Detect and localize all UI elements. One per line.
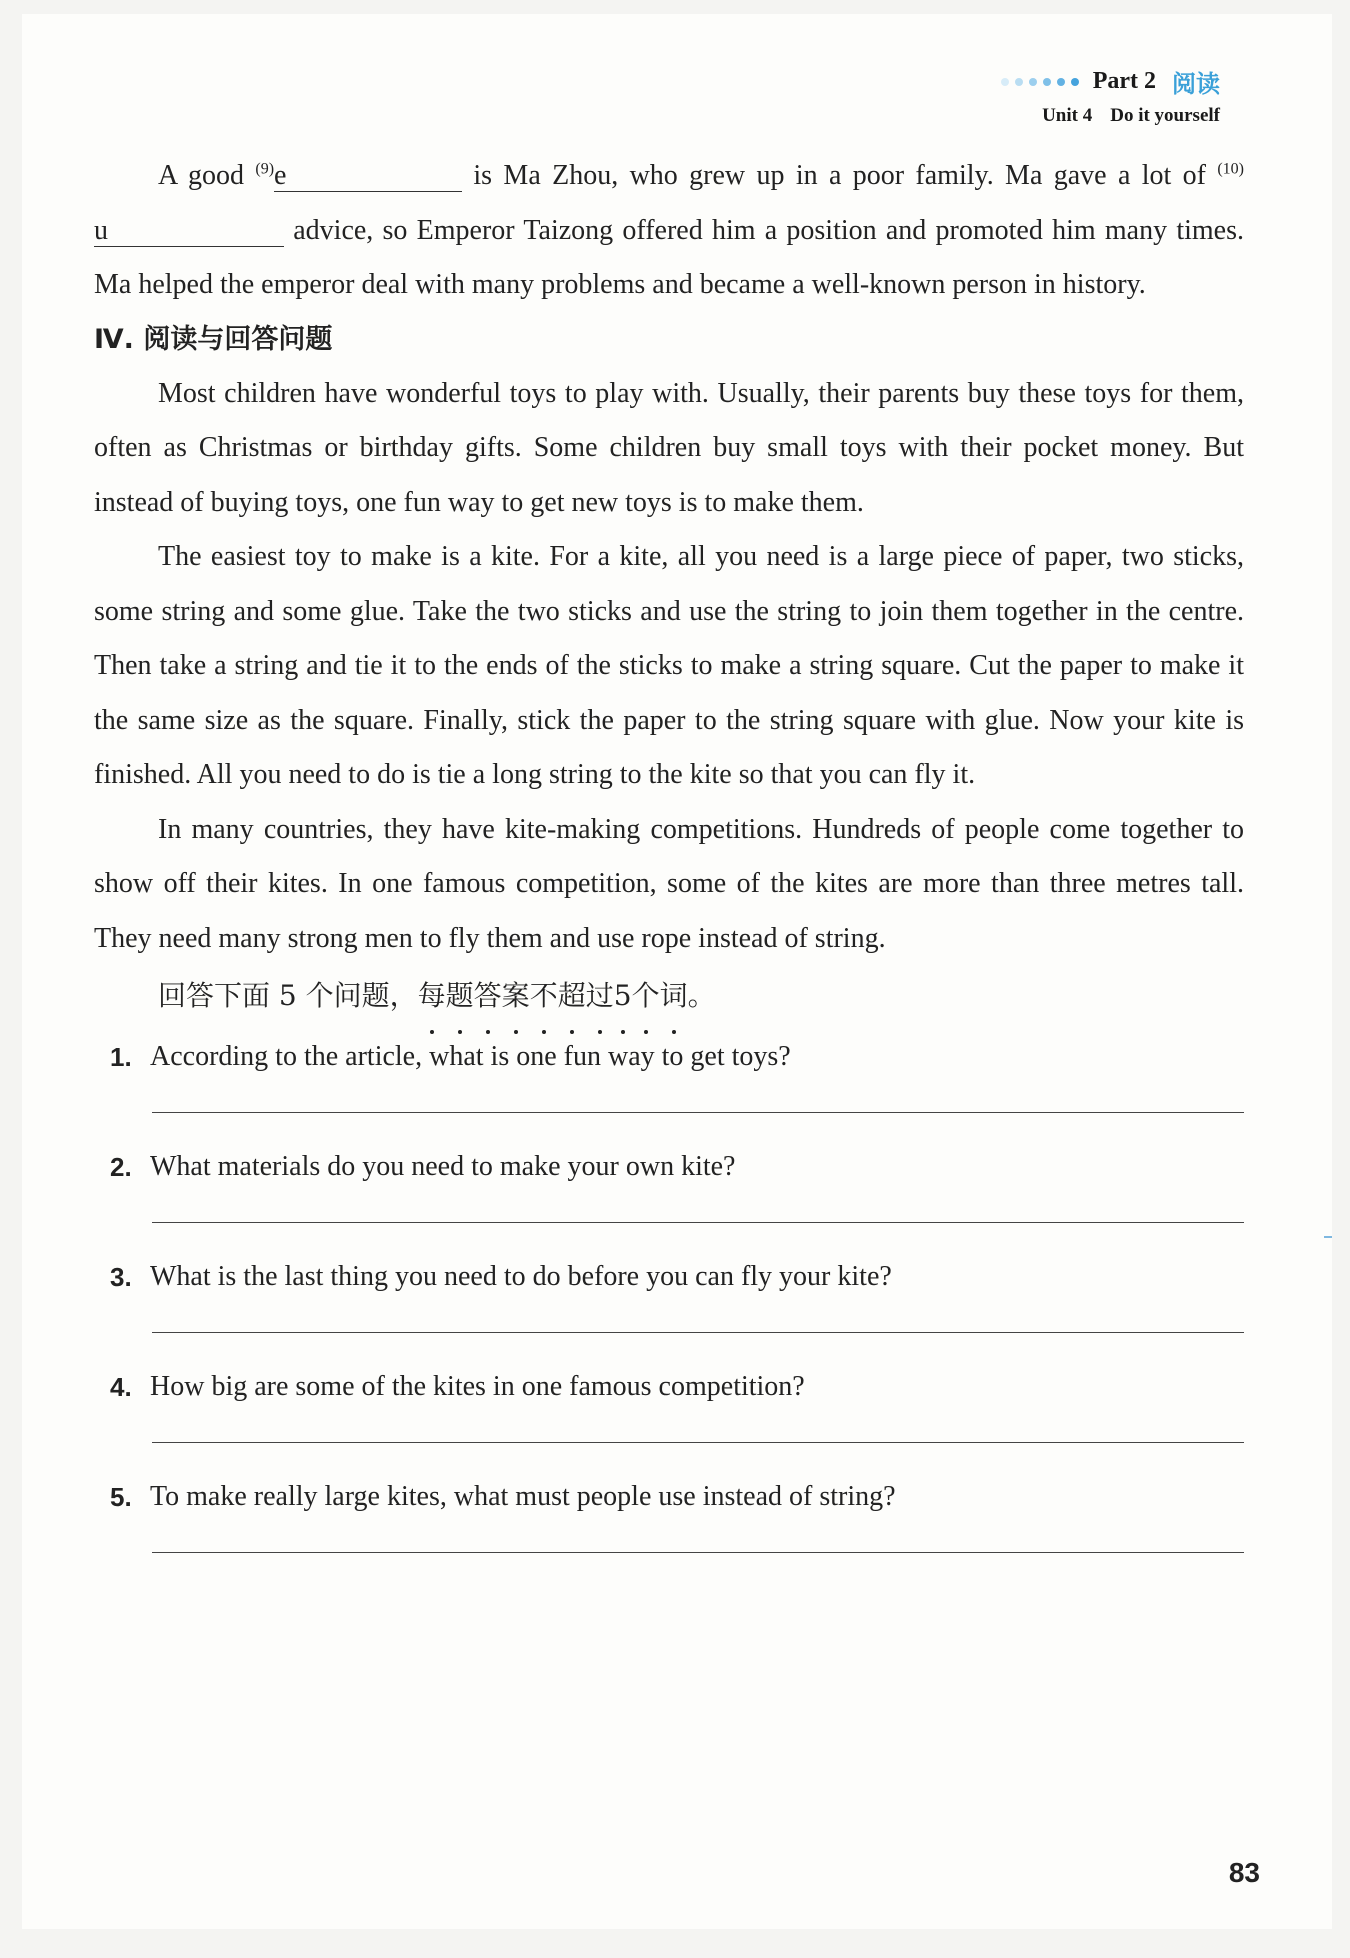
question-item [94,1032,1244,1142]
page-header [1001,64,1220,127]
blank-number-9: (9) [255,160,275,178]
dot-icon [1057,78,1065,86]
section-title: Ⅳ. 阅读与回答问题 [94,323,333,355]
question-item [94,1362,1244,1472]
dot-icon [1015,78,1023,86]
instruction-lead: 回答下面 5 个问题， [158,979,418,1012]
unit-title: Do it yourself [1110,105,1220,126]
emphasis-char: 5 [614,966,632,1026]
cloze-blank-10[interactable] [94,216,284,247]
instruction-emphasis [418,979,688,1012]
decorative-dots [1001,78,1079,86]
question-list [94,1032,1244,1582]
answer-line[interactable] [152,1442,1244,1443]
page-content [94,149,1244,1582]
question-item [94,1142,1244,1252]
emphasis-char: 每 [418,966,446,1026]
cloze-text: is Ma Zhou, who grew up in a poor family. Ma gave a lot of [462,160,1218,191]
question-number: 3. [110,1262,132,1292]
part-title-cn: 阅读 [1172,70,1220,98]
blank-initial-letter: e [274,160,287,191]
edge-mark [1324,1236,1332,1238]
emphasis-char: 题 [446,966,474,1026]
instruction-end: 。 [687,979,716,1012]
blank-initial-letter: u [94,214,108,246]
question-number: 2. [110,1152,132,1182]
emphasis-char: 超 [558,966,586,1026]
answer-line[interactable] [152,1332,1244,1333]
blank-number-10: (10) [1217,160,1244,178]
reading-paragraph-2: The easiest toy to make is a kite. For a kite, all you need is a large piece of paper, two sticks, some string and some glue. Take the two sticks and use the string to join them together in the centre. Then take a string and tie it to the ends of the sticks to make a string square. Cut the paper to make it the same size as the square. Finally, stick the paper to the string square with glue. Now your kite is finished. All you need to do is tie a long string to the kite so that you can fly it. [94,541,1244,790]
emphasis-char: 不 [530,966,558,1026]
dot-icon [1001,78,1009,86]
dot-icon [1029,78,1037,86]
emphasis-char: 答 [474,966,502,1026]
answer-line[interactable] [152,1552,1244,1553]
emphasis-char: 个 [632,966,660,1026]
part-label: Part 2 [1092,68,1156,94]
instruction [94,966,1244,1026]
question-text: What is the last thing you need to do before you can fly your kite? [150,1261,892,1292]
answer-line[interactable] [152,1112,1244,1113]
question-item [94,1472,1244,1582]
cloze-text: advice, so Emperor Taizong offered him a position and promoted him many times. Ma helped the emperor deal with many problems and became a well-known person in history. [94,214,1244,300]
unit-label: Unit 4 [1042,105,1093,126]
emphasis-char: 过 [586,966,614,1026]
unit-line [1001,105,1220,127]
question-item [94,1252,1244,1362]
cloze-paragraph [94,149,1244,313]
emphasis-char: 案 [502,966,530,1026]
question-text: To make really large kites, what must people use instead of string? [150,1481,896,1512]
question-text: According to the article, what is one fun way to get toys? [150,1041,791,1072]
question-text: How big are some of the kites in one famous competition? [150,1371,805,1402]
page-number: 83 [1228,1857,1260,1888]
cloze-blank-9[interactable] [274,161,462,192]
question-number: 5. [110,1482,132,1512]
question-text: What materials do you need to make your own kite? [150,1151,736,1182]
reading-paragraph-1: Most children have wonderful toys to play with. Usually, their parents buy these toys for them, often as Christmas or birthday gifts. Some children buy small toys with their pocket money. But instead of buying toys, one fun way to get new toys is to make them. [94,377,1244,518]
answer-line[interactable] [152,1222,1244,1223]
reading-paragraph-3: In many countries, they have kite-making competitions. Hundreds of people come together to show off their kites. In one famous competition, some of the kites are more than three metres tall. They need many strong men to fly them and use rope instead of string. [94,813,1244,954]
question-number: 1. [110,1042,132,1072]
dot-icon [1043,78,1051,86]
workbook-page [22,14,1332,1929]
dot-icon [1071,78,1079,86]
emphasis-char: 词 [660,966,688,1026]
cloze-text: A good [158,160,256,191]
question-number: 4. [110,1372,132,1402]
